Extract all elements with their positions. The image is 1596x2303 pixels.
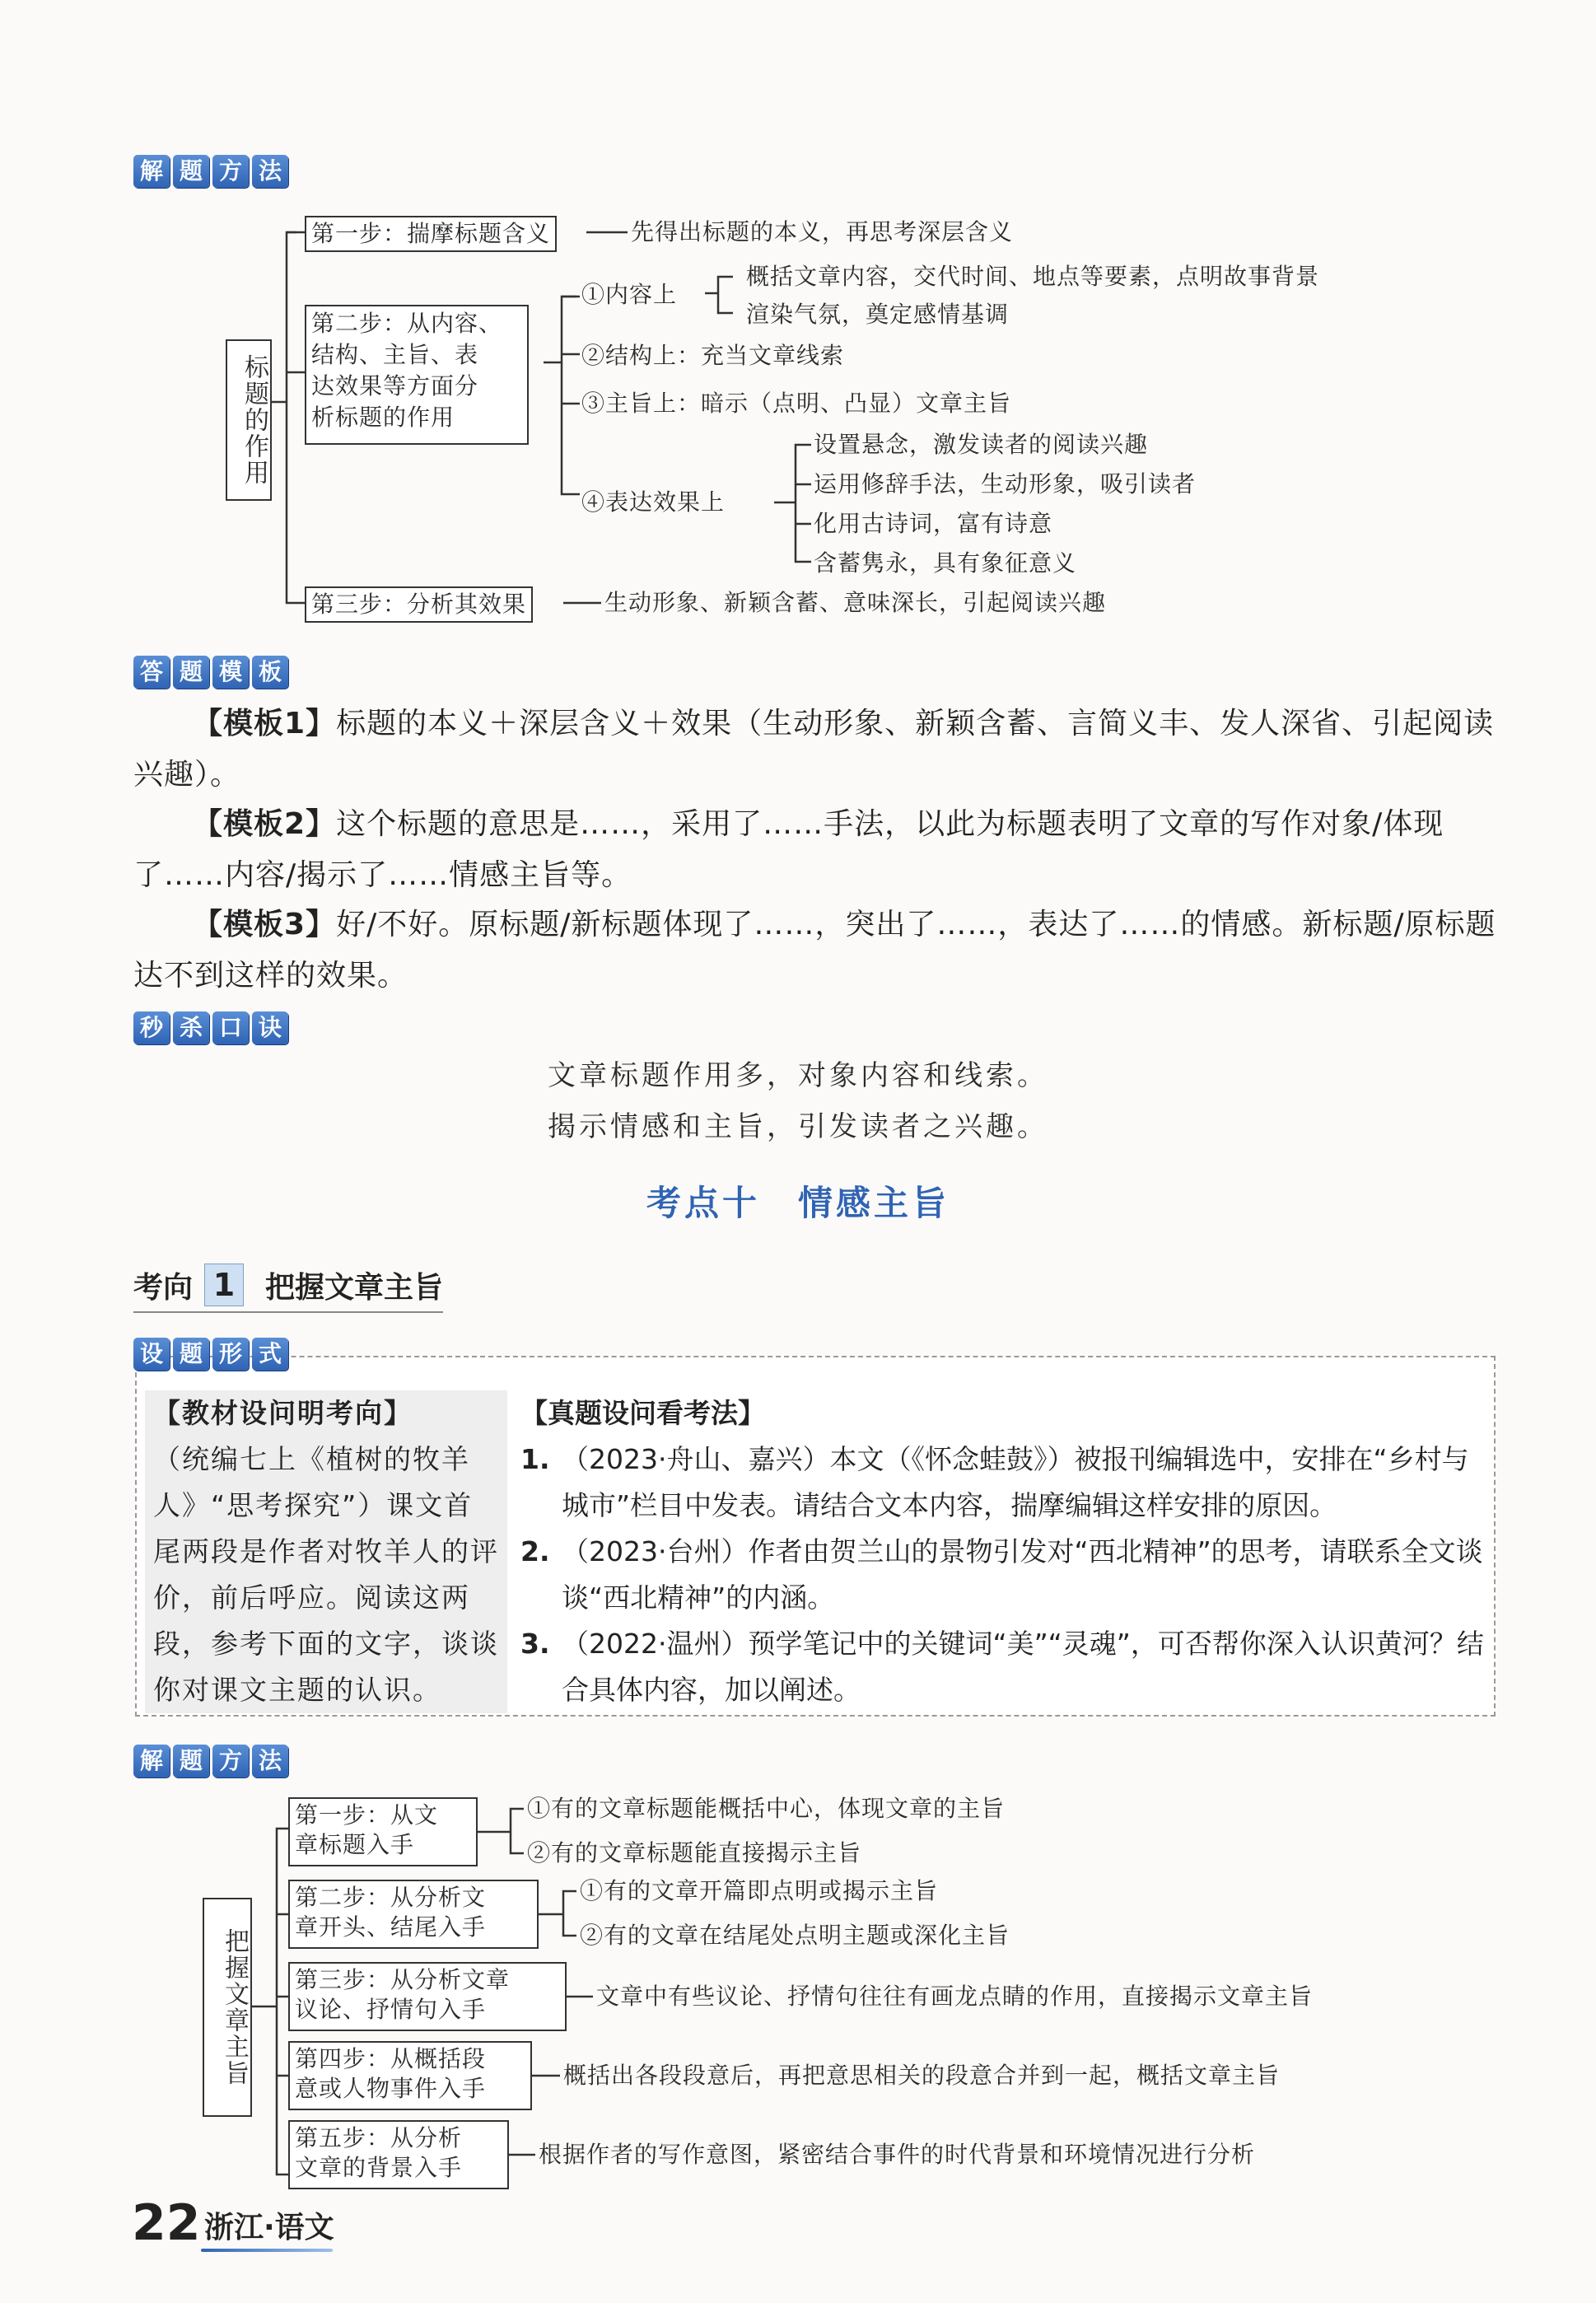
- badge-char: 式: [252, 1338, 288, 1371]
- badge-char: 设: [133, 1338, 170, 1371]
- diagram1-effect-item: 含蓄隽永，具有象征意义: [814, 549, 1077, 577]
- diagram1-step3-note: 生动形象、新颖含蓄、意味深长，引起阅读兴趣: [604, 589, 1107, 616]
- diagram2-step4: [288, 2041, 532, 2110]
- step2-line: 结构、主旨、表: [311, 341, 479, 368]
- badge-char: 秒: [133, 1011, 170, 1044]
- exam-question: [520, 1436, 1486, 1529]
- diagram1-step3: 第三步：分析其效果: [305, 586, 533, 623]
- badge-char: 答: [133, 656, 170, 689]
- diagram1-effect-item: 运用修辞手法，生动形象，吸引读者: [814, 470, 1197, 498]
- diagram2-step5: [288, 2120, 509, 2189]
- diagram2-step2-item: ①有的文章开篇即点明或揭示主旨: [580, 1877, 939, 1904]
- badge-char: 板: [252, 656, 288, 689]
- question-number: 1.: [520, 1443, 550, 1475]
- mnemonic-badge: [133, 1011, 288, 1044]
- question-number: 2.: [520, 1535, 550, 1567]
- template-label: 【模板3】: [193, 908, 337, 941]
- diagram2-step4-note: 概括出各段段意后，再把意思相关的段意合并到一起，概括文章主旨: [563, 2062, 1281, 2089]
- badge-char: 方: [212, 155, 249, 188]
- step2-line: 达效果等方面分: [311, 372, 479, 399]
- exam-questions-heading: 【真题设问看考法】: [520, 1397, 765, 1429]
- template-text: 标题的本义＋深层含义＋效果（生动形象、新颖含蓄、言简义丰、发人深省、引起阅读兴趣）。: [133, 707, 1495, 792]
- badge-char: 题: [173, 656, 209, 689]
- textbook-question-text: （统编七上《植树的牧羊人》“思考探究”）课文首尾两段是作者对牧羊人的评价，前后呼应。阅读这两段，参考下面的文字，谈谈你对课文主题的认识。: [153, 1443, 499, 1706]
- question-number: 3.: [520, 1628, 550, 1660]
- diagram2-step3: [288, 1962, 567, 2031]
- badge-char: 解: [133, 1745, 170, 1777]
- diagram1-effect-item: 化用古诗词，富有诗意: [814, 510, 1053, 537]
- badge-char: 题: [173, 1338, 209, 1371]
- exam-question: [520, 1529, 1486, 1621]
- template-3: [133, 899, 1500, 1002]
- template-2: [133, 799, 1500, 901]
- template-1: [133, 698, 1500, 801]
- kaoxiang-heading: [133, 1264, 443, 1313]
- template-text: 好/不好。原标题/新标题体现了……，突出了……，表达了……的情感。新标题/原标题达不到这样的效果。: [133, 908, 1496, 993]
- step-line: 议论、抒情句入手: [295, 1996, 487, 2023]
- template-badge: [133, 656, 288, 689]
- diagram1-effect-label: ④表达效果上: [581, 488, 726, 516]
- diagram1-step1-note: 先得出标题的本义，再思考深层含义: [631, 218, 1014, 245]
- template-text: 这个标题的意思是……，采用了……手法，以此为标题表明了文章的写作对象/体现了……内容/揭示了……情感主旨等。: [133, 807, 1444, 892]
- diagram1-content-item: 概括文章内容，交代时间、地点等要素，点明故事背景: [746, 263, 1320, 290]
- badge-char: 法: [252, 155, 288, 188]
- template-label: 【模板2】: [193, 807, 337, 841]
- diagram2-root: 把握文章主旨: [203, 1898, 252, 2117]
- kaoxiang-label: 考向: [133, 1270, 194, 1305]
- diagram1-content-item: 渲染气氛，奠定感情基调: [746, 301, 1010, 328]
- diagram1-step1: 第一步：揣摩标题含义: [305, 216, 557, 252]
- kaoxiang-number: 1: [204, 1264, 244, 1306]
- mnemonic-line-2: 揭示情感和主旨，引发读者之兴趣。: [548, 1110, 1048, 1143]
- step-line: 文章的背景入手: [295, 2154, 463, 2181]
- diagram2-step2: [288, 1880, 539, 1949]
- exam-question: [520, 1621, 1486, 1713]
- mnemonic-line-1: 文章标题作用多，对象内容和线索。: [548, 1059, 1048, 1092]
- step-line: 第五步：从分析: [295, 2124, 463, 2151]
- textbook-question-heading: 【教材设问明考向】: [153, 1397, 413, 1429]
- step-line: 章标题入手: [295, 1831, 415, 1858]
- textbook-question: [145, 1390, 507, 1713]
- badge-char: 解: [133, 155, 170, 188]
- exam-questions: [520, 1390, 1486, 1713]
- diagram2-step1-item: ①有的文章标题能概括中心，体现文章的主旨: [527, 1795, 1006, 1822]
- question-text: （2022·温州）预学笔记中的关键词“美”“灵魂”，可否帮你深入认识黄河？结合具体内容，加以阐述。: [562, 1628, 1484, 1706]
- step-line: 第四步：从概括段: [295, 2045, 487, 2072]
- kaodian-title: 考点十 情感主旨: [646, 1183, 950, 1223]
- diagram2-step1: [288, 1797, 478, 1866]
- badge-char: 题: [173, 1745, 209, 1777]
- diagram2-step1-item: ②有的文章标题能直接揭示主旨: [527, 1839, 862, 1866]
- diagram2-step2-item: ②有的文章在结尾处点明主题或深化主旨: [580, 1922, 1010, 1949]
- diagram1-content-label: ①内容上: [581, 281, 678, 308]
- template-label: 【模板1】: [193, 707, 337, 740]
- step-line: 章开头、结尾入手: [295, 1913, 487, 1941]
- form-badge: [133, 1338, 288, 1371]
- question-text: （2023·舟山、嘉兴）本文（《怀念蛙鼓》）被报刊编辑选中，安排在“乡村与城市”栏目中发表。请结合文本内容，揣摩编辑这样安排的原因。: [562, 1443, 1469, 1521]
- step-line: 意或人物事件入手: [295, 2075, 487, 2102]
- diagram1-theme: ③主旨上：暗示（点明、凸显）文章主旨: [581, 390, 1012, 417]
- badge-char: 口: [212, 1011, 249, 1044]
- step-line: 第一步：从文: [295, 1801, 439, 1829]
- badge-char: 题: [173, 155, 209, 188]
- badge-char: 模: [212, 656, 249, 689]
- diagram1-structure: ②结构上：充当文章线索: [581, 342, 845, 369]
- badge-char: 方: [212, 1745, 249, 1777]
- diagram1-effect-item: 设置悬念，激发读者的阅读兴趣: [814, 431, 1149, 458]
- badge-char: 法: [252, 1745, 288, 1777]
- diagram1-root: 标题的作用: [226, 339, 272, 501]
- question-text: （2023·台州）作者由贺兰山的景物引发对“西北精神”的思考，请联系全文谈谈“西北精神”的内涵。: [562, 1535, 1483, 1614]
- diagram2-step5-note: 根据作者的写作意图，紧密结合事件的时代背景和环境情况进行分析: [539, 2141, 1256, 2168]
- diagram1-step2: [305, 305, 529, 445]
- badge-char: 诀: [252, 1011, 288, 1044]
- footer-label: 浙江·语文: [204, 2211, 334, 2245]
- step-line: 第三步：从分析文章: [295, 1966, 511, 1993]
- kaoxiang-title: 把握文章主旨: [265, 1270, 444, 1305]
- step2-line: 第二步：从内容、: [311, 310, 503, 337]
- step2-line: 析标题的作用: [311, 404, 455, 431]
- badge-char: 杀: [173, 1011, 209, 1044]
- footer-underline: [201, 2249, 333, 2252]
- badge-char: 形: [212, 1338, 249, 1371]
- page-number: 22: [132, 2194, 201, 2252]
- method-badge-2: [133, 1745, 288, 1777]
- diagram2-step3-note: 文章中有些议论、抒情句往往有画龙点睛的作用，直接揭示文章主旨: [596, 1983, 1314, 2010]
- step-line: 第二步：从分析文: [295, 1884, 487, 1911]
- method-badge-1: [133, 155, 288, 188]
